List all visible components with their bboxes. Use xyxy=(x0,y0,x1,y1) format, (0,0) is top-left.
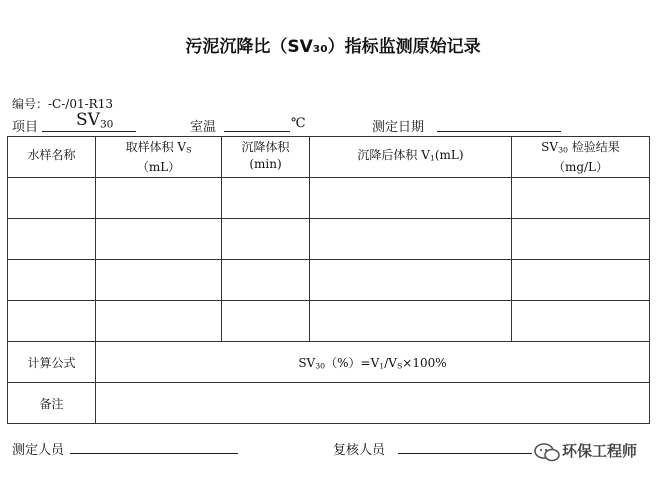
table-row xyxy=(8,301,650,342)
cell-sample-volume[interactable] xyxy=(96,260,222,301)
cell-sample-volume[interactable] xyxy=(96,219,222,260)
header-sv30-result: SV30 检验结果 （mg/L） xyxy=(512,137,650,178)
cell-sample-volume[interactable] xyxy=(96,301,222,342)
cell-settling-time[interactable] xyxy=(222,178,310,219)
cell-settled-volume[interactable] xyxy=(310,219,512,260)
calc-formula: SV30（%）=V1/VS×100% xyxy=(96,342,650,383)
remarks-label: 备注 xyxy=(8,383,96,424)
header-settling-time: 沉降体积 (min) xyxy=(222,137,310,178)
calc-label: 计算公式 xyxy=(8,342,96,383)
calc-row xyxy=(8,342,650,383)
cell-sample-volume[interactable] xyxy=(96,178,222,219)
project-value: $SV_{30}$ xyxy=(76,110,114,131)
room-temp-field[interactable] xyxy=(224,116,290,132)
project-label: 项目 xyxy=(12,120,39,135)
cell-result[interactable] xyxy=(512,219,650,260)
date-label: 测定日期 xyxy=(372,120,425,135)
cell-settled-volume[interactable] xyxy=(310,260,512,301)
date-field[interactable] xyxy=(437,116,561,132)
tester-field[interactable] xyxy=(70,439,238,454)
watermark-text: 环保工程师 xyxy=(562,442,638,460)
header-sample-volume: 取样体积 VS （mL） xyxy=(96,137,222,178)
cell-result[interactable] xyxy=(512,260,650,301)
cell-sample-name[interactable] xyxy=(8,301,96,342)
cell-settling-time[interactable] xyxy=(222,301,310,342)
remarks-row xyxy=(8,383,650,424)
table-row xyxy=(8,260,650,301)
cell-settling-time[interactable] xyxy=(222,260,310,301)
tester-label: 测定人员 xyxy=(12,443,65,458)
cell-settled-volume[interactable] xyxy=(310,178,512,219)
remarks-field[interactable] xyxy=(96,383,650,424)
form-code: 编号：-C-/01-R13 xyxy=(12,97,113,111)
cell-result[interactable] xyxy=(512,301,650,342)
page-title: 污泥沉降比（SV₃₀）指标监测原始记录 xyxy=(185,37,481,57)
cell-sample-name[interactable] xyxy=(8,178,96,219)
temp-unit: ℃ xyxy=(291,116,306,131)
reviewer-label: 复核人员 xyxy=(333,443,386,458)
table-row xyxy=(8,178,650,219)
cell-settled-volume[interactable] xyxy=(310,301,512,342)
table-row xyxy=(8,219,650,260)
record-table xyxy=(7,136,650,424)
room-temp-label: 室温 xyxy=(190,120,217,135)
header-sample-name: 水样名称 xyxy=(8,137,96,178)
header-settled-volume: 沉降后体积 V1(mL) xyxy=(310,137,512,178)
cell-sample-name[interactable] xyxy=(8,219,96,260)
cell-settling-time[interactable] xyxy=(222,219,310,260)
cell-sample-name[interactable] xyxy=(8,260,96,301)
cell-result[interactable] xyxy=(512,178,650,219)
table-header-row xyxy=(8,137,650,178)
reviewer-field[interactable] xyxy=(398,439,532,454)
